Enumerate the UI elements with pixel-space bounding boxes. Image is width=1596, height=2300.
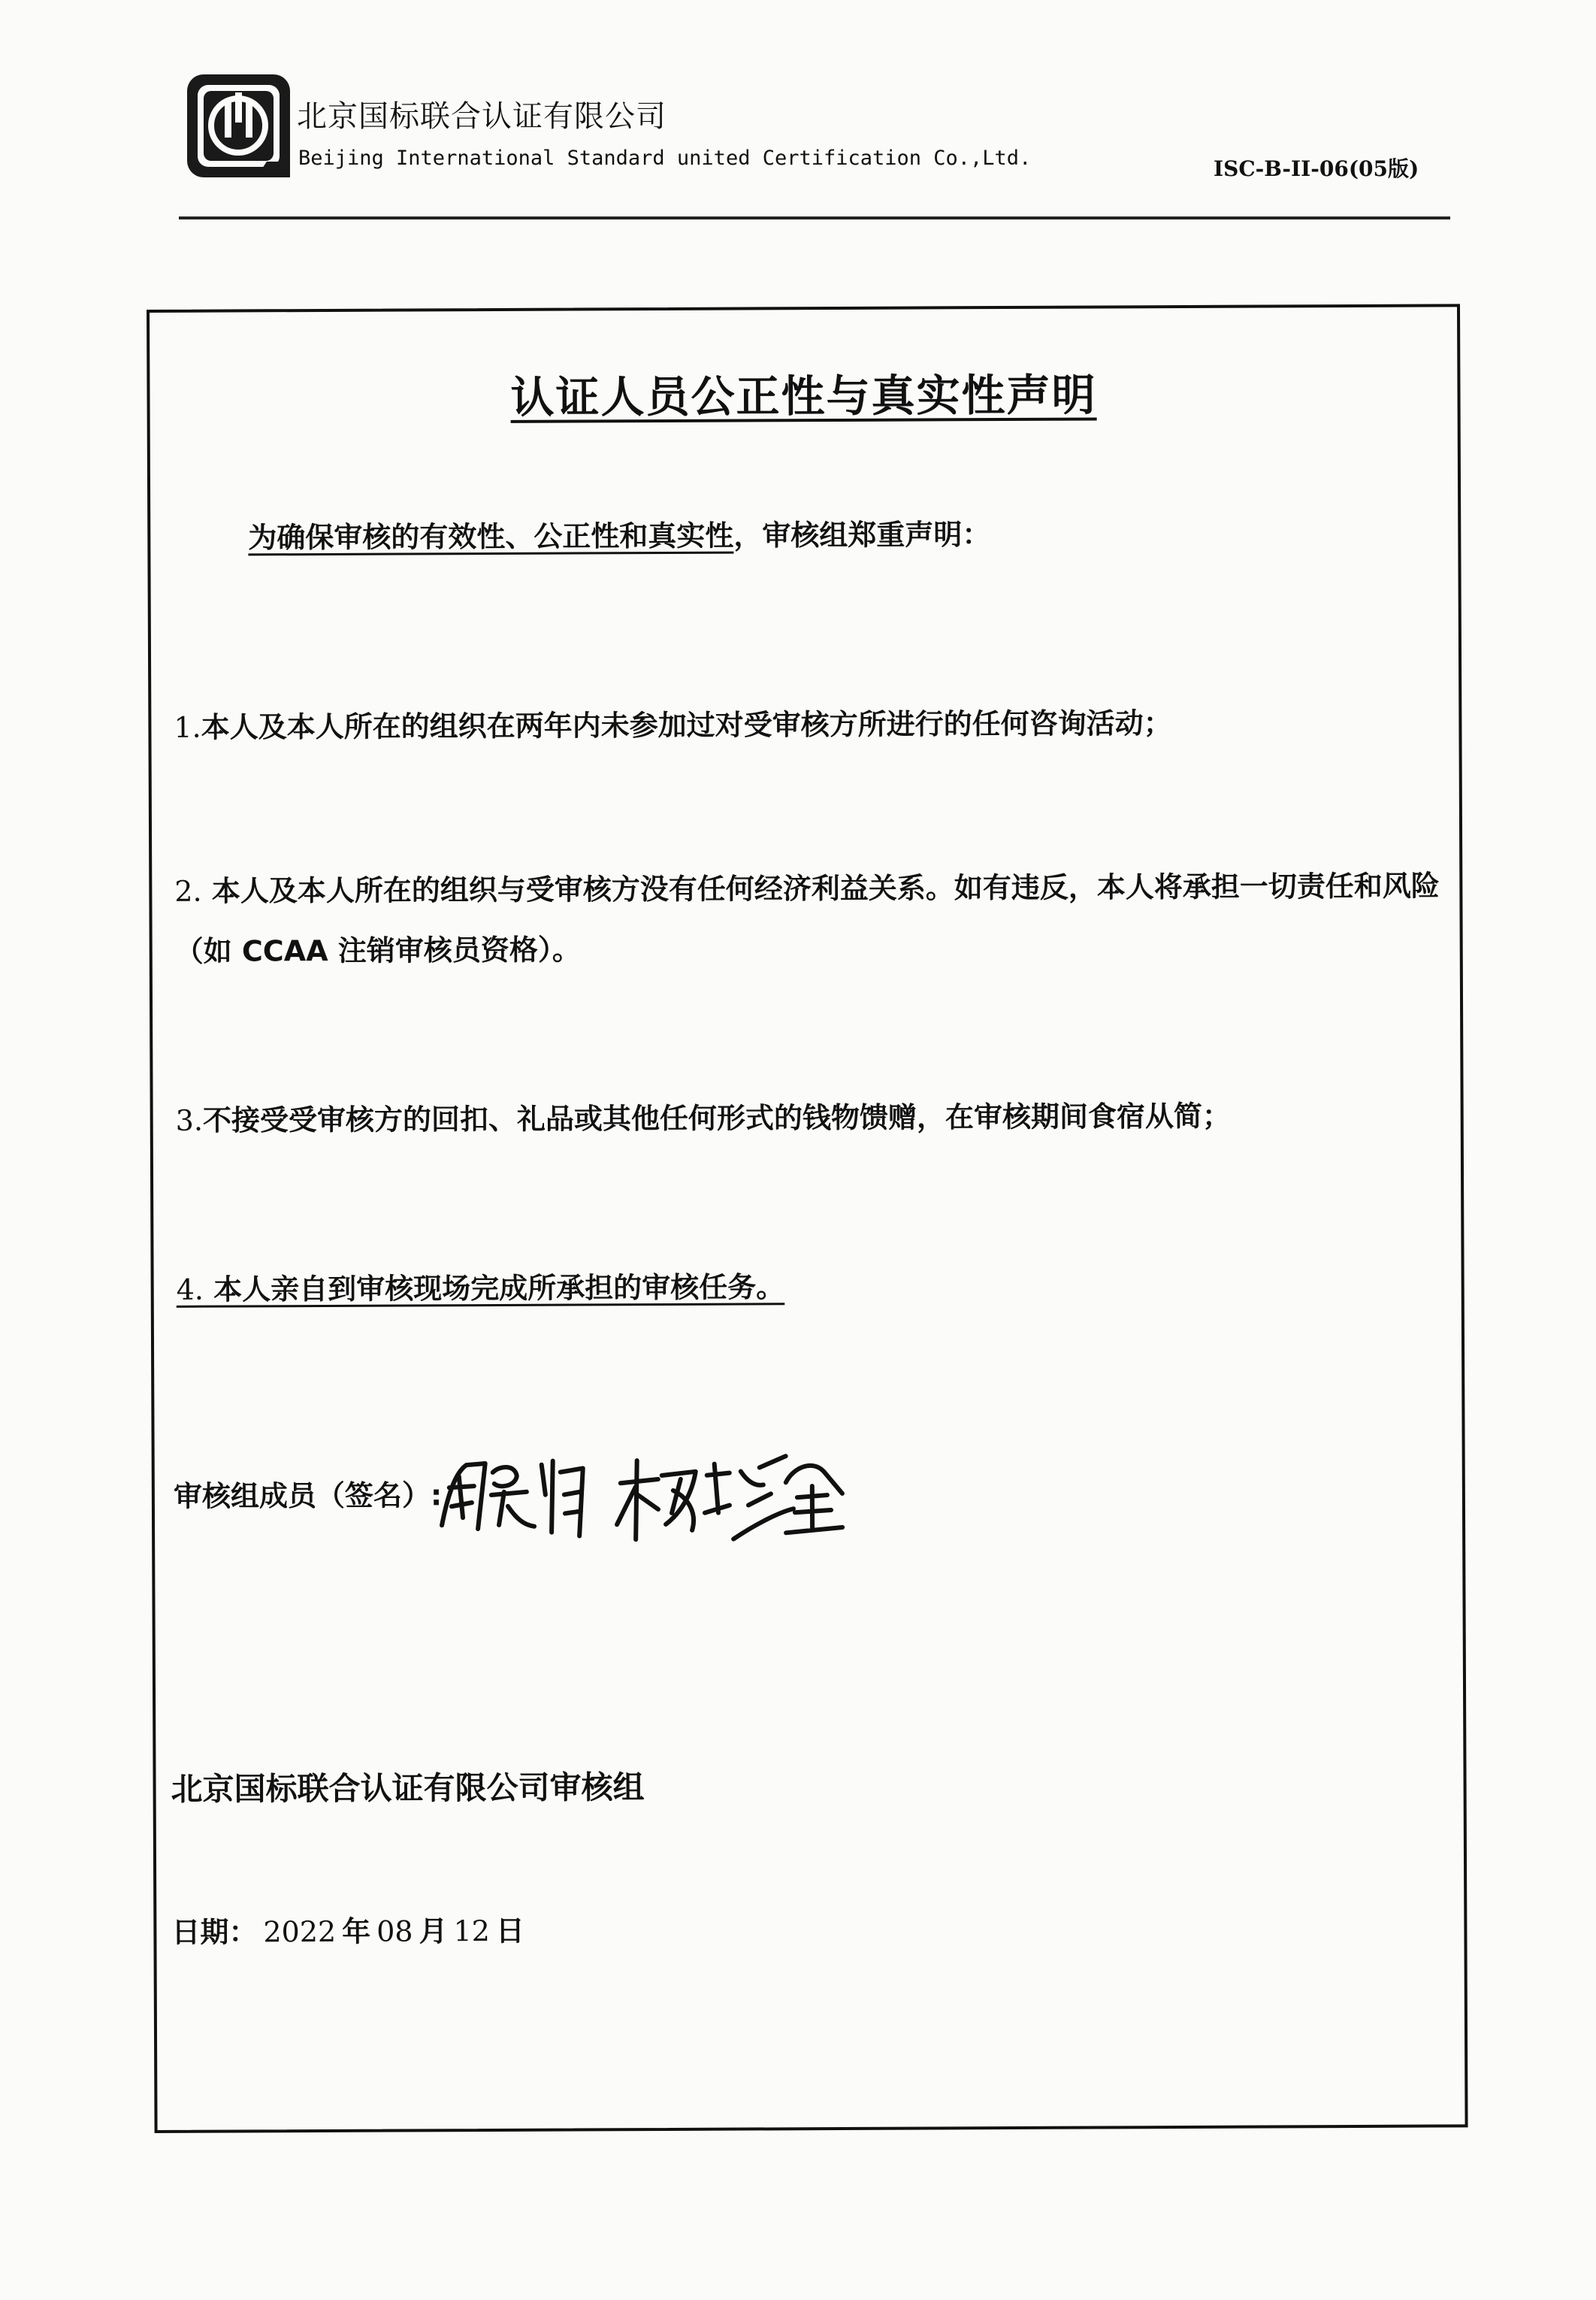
company-name-cn: 北京国标联合认证有限公司	[297, 99, 667, 134]
date-line	[171, 1901, 524, 1963]
clause-text: 本人及本人所在的组织在两年内未参加过对受审核方所进行的任何咨询活动；	[201, 707, 1172, 744]
clause-4	[177, 1257, 785, 1320]
date-year: 2022	[263, 1914, 337, 1949]
clause-1	[174, 693, 1172, 758]
clause-number: 4.	[176, 1273, 204, 1306]
date-month: 08	[376, 1914, 413, 1948]
title-text: 认证人员公正性与真实性声明	[510, 369, 1097, 423]
date-year-unit: 年	[342, 1914, 371, 1948]
date-month-unit: 月	[419, 1914, 448, 1948]
date-day-unit: 日	[495, 1914, 525, 1947]
header-divider	[179, 216, 1450, 219]
clause-text: 本人亲自到审核现场完成所承担的审核任务。	[203, 1270, 785, 1306]
audit-team-name: 北京国标联合认证有限公司审核组	[171, 1769, 645, 1808]
date-day: 12	[453, 1914, 490, 1948]
clause-text: 不接受受审核方的回扣、礼品或其他任何形式的钱物馈赠，在审核期间食宿从简；	[202, 1099, 1232, 1137]
clause-number: 2.	[174, 874, 202, 908]
handwritten-signatures	[433, 1441, 854, 1555]
clause-number: 3.	[175, 1103, 204, 1137]
intro-statement	[248, 504, 990, 567]
company-logo	[184, 71, 293, 180]
declaration-frame	[147, 304, 1468, 2133]
document-header	[184, 71, 1454, 192]
declaration-title	[150, 358, 1457, 427]
clause-3	[176, 1086, 1232, 1151]
company-name-en: Beijing International Standard united Certification Co.,Ltd.	[298, 147, 1032, 170]
clause-number: 1.	[174, 710, 201, 744]
intro-underlined: 为确保审核的有效性、公正性和真实性	[248, 519, 734, 555]
signers-label: 审核组成员（签名）:	[173, 1478, 443, 1513]
date-label: 日期：	[171, 1915, 258, 1949]
intro-rest: ，审核组郑重声明：	[733, 518, 991, 552]
clause-text: 本人及本人所在的组织与受审核方没有任何经济利益关系。如有违反，本人将承担一切责任和风险（如 CCAA 注销审核员资格）。	[174, 869, 1440, 968]
document-code: ISC-B-II-06(05版)	[1214, 156, 1419, 181]
clause-2	[174, 855, 1445, 981]
